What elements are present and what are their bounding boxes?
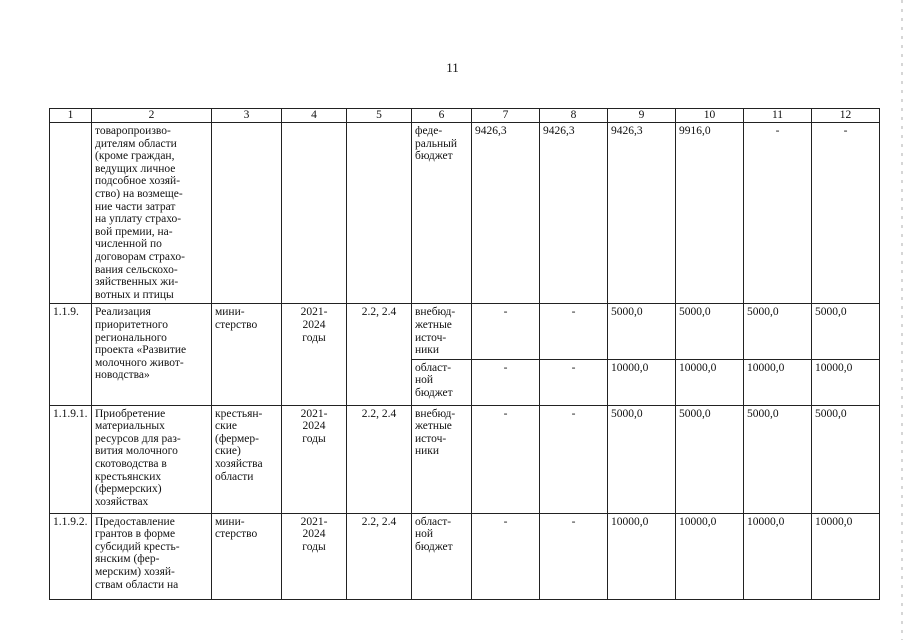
column-header: 10 (676, 109, 744, 123)
executor: крестьян- ские (фермер- ские) хозяйства области (212, 405, 282, 513)
program-activities-table (49, 108, 880, 600)
funding-source: внебюд- жетные источ- ники (412, 304, 472, 359)
activity-name: Предоставление грантов в форме субсидий кресть- янским (фер- мерским) хозяй- ствам области на (92, 513, 212, 599)
value-cell: - (472, 513, 540, 599)
table-row (50, 513, 880, 599)
value-cell: 10000,0 (744, 359, 812, 405)
value-cell: - (540, 304, 608, 359)
value-cell: 10000,0 (812, 513, 880, 599)
column-header: 6 (412, 109, 472, 123)
table-row (50, 405, 880, 513)
value-cell: - (472, 359, 540, 405)
executor: мини- стерство (212, 304, 282, 405)
indicator: 2.2, 2.4 (347, 513, 412, 599)
value-cell: - (744, 123, 812, 304)
value-cell: 9916,0 (676, 123, 744, 304)
value-cell: 5000,0 (608, 304, 676, 359)
value-cell: 5000,0 (744, 304, 812, 359)
column-header: 7 (472, 109, 540, 123)
value-cell: 10000,0 (744, 513, 812, 599)
activity-name: товаропроизво- дителям области (кроме граждан, ведущих личное подсобное хозяй- ство) на возмеще- ние части затрат на уплату страхо- вой премии, на- численной по договорам страхо- вания сельскохо- зяйственных жи- вотных и птицы (92, 123, 212, 304)
period (282, 123, 347, 304)
column-header: 2 (92, 109, 212, 123)
value-cell: 5000,0 (676, 405, 744, 513)
row-code (50, 123, 92, 304)
value-cell: 5000,0 (812, 405, 880, 513)
value-cell: 9426,3 (472, 123, 540, 304)
table-row (50, 123, 880, 304)
value-cell: - (540, 359, 608, 405)
indicator (347, 123, 412, 304)
period: 2021- 2024 годы (282, 405, 347, 513)
activity-name: Реализация приоритетного регионального проекта «Развитие молочного живот- новодства» (92, 304, 212, 405)
column-header: 1 (50, 109, 92, 123)
table-row (50, 304, 880, 359)
scan-edge-artifact (901, 0, 903, 640)
value-cell: 10000,0 (608, 513, 676, 599)
row-code: 1.1.9.1. (50, 405, 92, 513)
value-cell: - (472, 405, 540, 513)
period: 2021- 2024 годы (282, 513, 347, 599)
value-cell: - (472, 304, 540, 359)
row-code: 1.1.9. (50, 304, 92, 405)
funding-source: внебюд- жетные источ- ники (412, 405, 472, 513)
column-header: 4 (282, 109, 347, 123)
column-header: 12 (812, 109, 880, 123)
column-number-header (50, 109, 880, 123)
value-cell: 5000,0 (608, 405, 676, 513)
value-cell: 5000,0 (812, 304, 880, 359)
column-header: 9 (608, 109, 676, 123)
value-cell: - (540, 405, 608, 513)
period: 2021- 2024 годы (282, 304, 347, 405)
executor (212, 123, 282, 304)
value-cell: 5000,0 (744, 405, 812, 513)
value-cell: 10000,0 (676, 513, 744, 599)
column-header: 5 (347, 109, 412, 123)
funding-source: област- ной бюджет (412, 513, 472, 599)
value-cell: 10000,0 (608, 359, 676, 405)
value-cell: 9426,3 (608, 123, 676, 304)
indicator: 2.2, 2.4 (347, 304, 412, 405)
page-number: 11 (446, 60, 459, 75)
row-code: 1.1.9.2. (50, 513, 92, 599)
column-header: 8 (540, 109, 608, 123)
value-cell: 9426,3 (540, 123, 608, 304)
column-header: 3 (212, 109, 282, 123)
funding-source: област- ной бюджет (412, 359, 472, 405)
funding-source: феде- ральный бюджет (412, 123, 472, 304)
executor: мини- стерство (212, 513, 282, 599)
value-cell: 5000,0 (676, 304, 744, 359)
value-cell: 10000,0 (812, 359, 880, 405)
activity-name: Приобретение материальных ресурсов для раз- вития молочного скотоводства в крестьянских (фермерских) хозяйствах (92, 405, 212, 513)
indicator: 2.2, 2.4 (347, 405, 412, 513)
column-header: 11 (744, 109, 812, 123)
value-cell: 10000,0 (676, 359, 744, 405)
value-cell: - (812, 123, 880, 304)
value-cell: - (540, 513, 608, 599)
